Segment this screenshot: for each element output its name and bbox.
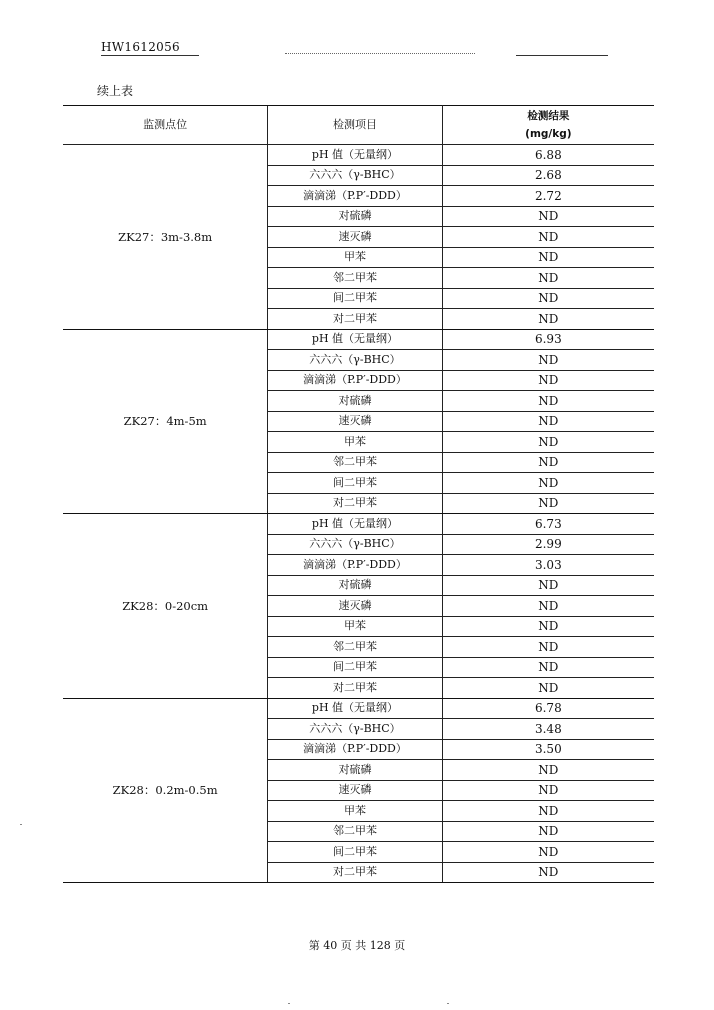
result-cell: 3.50 — [442, 739, 654, 760]
result-cell: ND — [442, 288, 654, 309]
column-header-result-title: 检测结果 — [527, 110, 570, 122]
result-cell: ND — [442, 657, 654, 678]
result-cell: ND — [442, 842, 654, 863]
item-cell: 六六六（γ-BHC） — [268, 719, 442, 740]
result-cell: ND — [442, 493, 654, 514]
item-cell: 速灭磷 — [268, 411, 442, 432]
table-row — [63, 145, 654, 166]
item-cell: 六六六（γ-BHC） — [268, 165, 442, 186]
item-cell: 对硫磷 — [268, 206, 442, 227]
scan-speck — [20, 824, 22, 825]
result-cell: 6.88 — [442, 145, 654, 166]
column-header-site: 监测点位 — [63, 106, 268, 145]
item-cell: 间二甲苯 — [268, 288, 442, 309]
result-cell: 2.99 — [442, 534, 654, 555]
page-number: 第 40 页 共 128 页 — [308, 939, 406, 952]
result-cell: ND — [442, 596, 654, 617]
result-cell: 6.93 — [442, 329, 654, 350]
item-cell: 对二甲苯 — [268, 862, 442, 883]
item-cell: 对二甲苯 — [268, 678, 442, 699]
result-cell: ND — [442, 862, 654, 883]
item-cell: 滴滴涕（P.P′-DDD） — [268, 186, 442, 207]
item-cell: 邻二甲苯 — [268, 637, 442, 658]
table-body — [63, 145, 654, 883]
item-cell: 对二甲苯 — [268, 493, 442, 514]
item-cell: 间二甲苯 — [268, 473, 442, 494]
item-cell: 甲苯 — [268, 247, 442, 268]
item-cell: 六六六（γ-BHC） — [268, 534, 442, 555]
item-cell: 对二甲苯 — [268, 309, 442, 330]
result-cell: ND — [442, 801, 654, 822]
continued-label: 续上表 — [97, 84, 134, 98]
header-rule-middle — [285, 53, 475, 54]
column-header-result-unit: (mg/kg) — [525, 128, 572, 140]
result-cell: 2.72 — [442, 186, 654, 207]
result-cell: 2.68 — [442, 165, 654, 186]
item-cell: 对硫磷 — [268, 391, 442, 412]
item-cell: 邻二甲苯 — [268, 268, 442, 289]
column-header-item: 检测项目 — [268, 106, 442, 145]
result-cell: ND — [442, 432, 654, 453]
item-cell: 滴滴涕（P.P′-DDD） — [268, 739, 442, 760]
result-cell: ND — [442, 227, 654, 248]
table-header-row — [63, 106, 654, 145]
item-cell: 甲苯 — [268, 432, 442, 453]
result-cell: ND — [442, 247, 654, 268]
item-cell: 速灭磷 — [268, 227, 442, 248]
result-cell: ND — [442, 268, 654, 289]
result-cell: ND — [442, 473, 654, 494]
item-cell: pH 值（无量纲） — [268, 514, 442, 535]
item-cell: 对硫磷 — [268, 575, 442, 596]
result-cell: ND — [442, 411, 654, 432]
result-cell: ND — [442, 370, 654, 391]
result-cell: ND — [442, 760, 654, 781]
item-cell: 对硫磷 — [268, 760, 442, 781]
item-cell: 甲苯 — [268, 801, 442, 822]
item-cell: 速灭磷 — [268, 780, 442, 801]
item-cell: 六六六（γ-BHC） — [268, 350, 442, 371]
item-cell: pH 值（无量纲） — [268, 698, 442, 719]
result-cell: ND — [442, 391, 654, 412]
document-id: HW1612056 — [101, 40, 180, 54]
item-cell: 甲苯 — [268, 616, 442, 637]
item-cell: 邻二甲苯 — [268, 821, 442, 842]
site-cell: ZK28：0-20cm — [63, 514, 268, 699]
result-cell: ND — [442, 616, 654, 637]
result-cell: ND — [442, 452, 654, 473]
table-row — [63, 329, 654, 350]
result-cell: 6.78 — [442, 698, 654, 719]
header-rule-left — [101, 55, 199, 56]
item-cell: 间二甲苯 — [268, 842, 442, 863]
results-table — [63, 105, 654, 883]
site-cell: ZK28：0.2m-0.5m — [63, 698, 268, 883]
result-cell: ND — [442, 575, 654, 596]
item-cell: pH 值（无量纲） — [268, 145, 442, 166]
item-cell: 间二甲苯 — [268, 657, 442, 678]
result-cell: ND — [442, 821, 654, 842]
result-cell: ND — [442, 678, 654, 699]
item-cell: 邻二甲苯 — [268, 452, 442, 473]
table-row — [63, 698, 654, 719]
result-cell: ND — [442, 780, 654, 801]
result-cell: ND — [442, 350, 654, 371]
item-cell: 速灭磷 — [268, 596, 442, 617]
column-header-result — [442, 106, 654, 145]
result-cell: 6.73 — [442, 514, 654, 535]
table-row — [63, 514, 654, 535]
site-cell: ZK27：3m-3.8m — [63, 145, 268, 330]
site-cell: ZK27：4m-5m — [63, 329, 268, 514]
result-cell: 3.03 — [442, 555, 654, 576]
scan-speck — [288, 1003, 290, 1004]
result-cell: 3.48 — [442, 719, 654, 740]
result-cell: ND — [442, 637, 654, 658]
result-cell: ND — [442, 309, 654, 330]
item-cell: pH 值（无量纲） — [268, 329, 442, 350]
header-rule-right — [516, 55, 608, 56]
scan-speck — [447, 1003, 449, 1004]
result-cell: ND — [442, 206, 654, 227]
item-cell: 滴滴涕（P.P′-DDD） — [268, 370, 442, 391]
item-cell: 滴滴涕（P.P′-DDD） — [268, 555, 442, 576]
